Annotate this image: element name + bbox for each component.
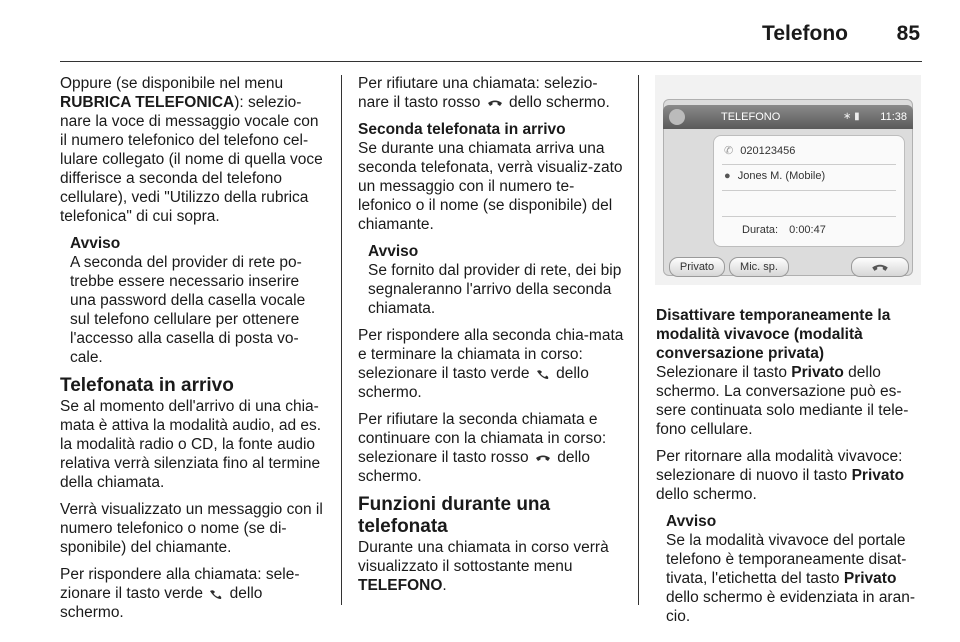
phone-answer-icon [209,589,223,599]
heading-second-call: Seconda telefonata in arrivo [358,121,566,138]
paragraph-private-return: Per ritornare alla modalità vivavoce: selezionare di nuovo il tasto Privato dello schermo. [656,448,905,503]
phone-hangup-icon [535,453,551,462]
paragraph-incoming-audio: Se al momento dell'arrivo di una chia-mata è attiva la modalità audio, ad es. la modalità radio o CD, la fonte audio relativa verrà silenziata fino al termine della chiamata. [60,398,322,491]
paragraph-reject-call: Per rifiutare una chiamata: selezio-nare il tasto rosso dello schermo. [358,75,610,111]
screen-title-bar [663,105,913,129]
phone-handset-icon: ✆ [724,145,734,157]
column-3 [656,306,924,634]
paragraph-answer-call: Per rispondere alla chiamata: sele-zionare il tasto verde dello schermo. [60,566,300,621]
heading-incoming-call: Telefonata in arrivo [60,375,234,396]
home-icon [669,109,685,125]
phone-hangup-icon [871,262,889,272]
column-divider-1 [341,75,342,605]
page-number: 85 [896,22,920,45]
paragraph-incoming-message: Verrà visualizzato un messaggio con il numero telefonico o nome (se di-sponibile) del chiamante. [60,501,323,556]
header-divider [60,61,922,62]
panel-divider [722,164,896,165]
paragraph-second-call: Se durante una chiamata arriva una seconda telefonata, verrà visualiz-zato un messaggio con il numero te-lefonico o il nome (se disponibile) del chiamante. [358,140,623,233]
mic-button[interactable]: Mic. sp. [729,257,789,277]
duration-row [742,224,826,236]
phone-hangup-icon [487,98,503,107]
column-divider-2 [638,75,639,605]
number-row [724,144,795,157]
screen-time: 11:38 [880,111,907,123]
paragraph-voicemail: Oppure (se disponibile nel menu RUBRICA TELEFONICA): selezio-nare la voce di messaggio vocale con il numero telefonico del telefono cel-lulare collegato (il nome di quella voce differisce a seconda del telefono cellulare), vedi "Utilizzo della rubrica telefonica" di cui sopra. [60,75,323,225]
column-2 [358,74,626,603]
contact-row [724,170,825,182]
note-private: Avviso Se la modalità vivavoce del portale telefono è temporaneamente disat-tivata, l'etichetta del tasto Privato dello schermo è evidenziata in aran-cio. [666,513,915,625]
bluetooth-signal-icon: ∗ ▮ [843,111,860,122]
page-title: Telefono [762,22,848,45]
duration-value: 0:00:47 [789,224,826,236]
call-number: 020123456 [740,145,796,157]
note-voicemail: Avviso A seconda del provider di rete po-trebbe essere necessario inserire una password della casella vocale sul telefono cellulare per ottenere l'accesso alla casella di posta vo-cale. [70,235,306,366]
panel-divider [722,216,896,217]
contact-person-icon: ● [724,170,731,182]
phone-answer-icon [536,369,550,379]
heading-call-functions: Funzioni durante una telefonata [358,494,551,537]
panel-divider [722,190,896,191]
call-info-panel [713,135,905,247]
private-button[interactable]: Privato [669,257,725,277]
column-1 [60,74,328,630]
contact-name: Jones M. (Mobile) [737,170,826,182]
paragraph-call-functions: Durante una chiamata in corso verrà visualizzato il sottostante menu TELEFONO. [358,539,609,594]
paragraph-private-select: Selezionare il tasto Privato dello schermo. La conversazione può es-sere continuata solo mediante il tele-fono cellulare. [656,364,909,438]
paragraph-answer-second: Per rispondere alla seconda chia-mata e terminare la chiamata in corso: selezionare il tasto verde dello schermo. [358,327,624,401]
heading-private-mode: Disattivare temporaneamente la modalità vivavoce (modalità conversazione privata) [656,307,891,362]
phone-screen-illustration [655,75,921,285]
note-second-call: Avviso Se fornito dal provider di rete, dei bip segnaleranno l'arrivo della seconda chiamata. [368,243,622,317]
duration-label: Durata: [742,224,779,236]
paragraph-reject-second: Per rifiutare la seconda chiamata e continuare con la chiamata in corso: selezionare il tasto rosso dello schermo. [358,411,607,485]
screen-title: TELEFONO [721,111,781,123]
hangup-button[interactable] [851,257,909,277]
